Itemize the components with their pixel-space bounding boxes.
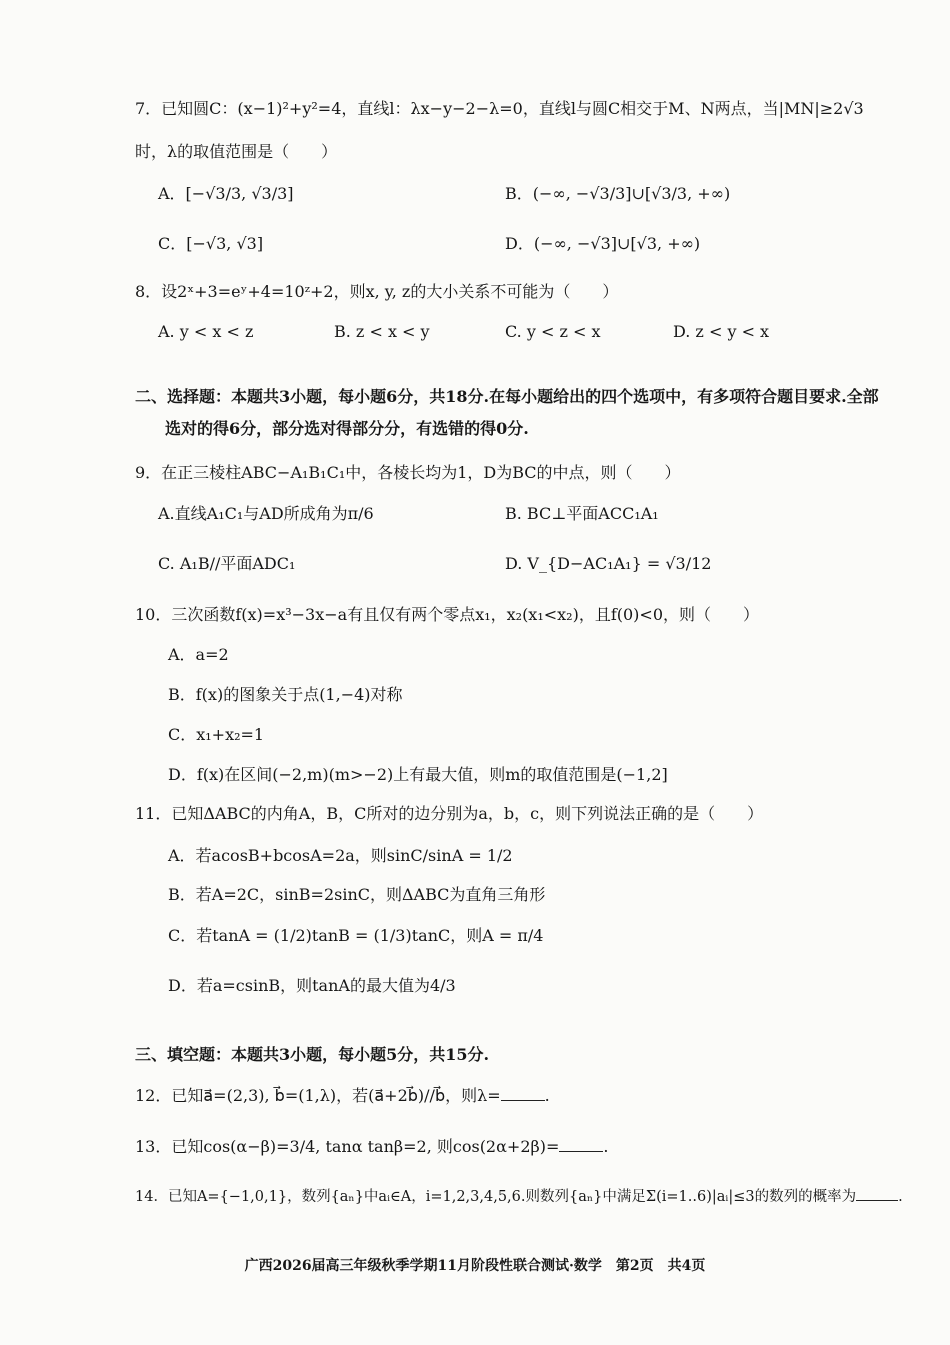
q8-stem: 8．设2ˣ+3=eʸ+4=10ᶻ+2，则x, y, z的大小关系不可能为（ ）	[135, 282, 619, 301]
q9-option-b: B. BC⊥平面ACC₁A₁	[505, 504, 659, 523]
q10-option-c: C．x₁+x₂=1	[168, 725, 265, 744]
q11-option-d: D．若a=csinB，则tanA的最大值为4/3	[168, 976, 456, 995]
q7-option-d: D．(−∞, −√3]∪[√3, +∞)	[505, 234, 701, 253]
q11-stem: 11．已知ΔABC的内角A，B，C所对的边分别为a，b，c，则下列说法正确的是（ ）	[135, 804, 764, 823]
q7-option-b: B．(−∞, −√3/3]∪[√3/3, +∞)	[505, 184, 731, 203]
q9-option-c: C. A₁B//平面ADC₁	[158, 554, 296, 573]
q7-stem-line1: 7．已知圆C：(x−1)²+y²=4，直线l：λx−y−2−λ=0，直线l与圆C相交于M、N两点，当|MN|≥2√3	[135, 99, 864, 118]
q8-option-c: C. y < z < x	[505, 322, 601, 341]
q14-answer-blank[interactable]	[856, 1186, 898, 1201]
q10-option-a: A．a=2	[168, 645, 229, 664]
q13-answer-blank[interactable]	[559, 1137, 603, 1152]
q10-stem: 10．三次函数f(x)=x³−3x−a有且仅有两个零点x₁，x₂(x₁<x₂)，且f(0)<0，则（ ）	[135, 605, 760, 624]
q8-option-b: B. z < x < y	[334, 322, 430, 341]
section2-heading: 二、选择题：本题共3小题，每小题6分，共18分.在每小题给出的四个选项中，有多项符合题目要求.全部	[135, 387, 879, 406]
page-footer: 广西2026届高三年级秋季学期11月阶段性联合测试·数学 第2页 共4页	[244, 1258, 706, 1274]
q13-stem: 13．已知cos(α−β)=3/4, tanα tanβ=2, 则cos(2α+2β)=	[135, 1137, 560, 1156]
q12-end: .	[544, 1086, 550, 1105]
q13-text	[135, 1136, 609, 1158]
q11-option-c: C．若tanA = (1/2)tanB = (1/3)tanC，则A = π/4	[168, 926, 544, 945]
q10-option-b: B．f(x)的图象关于点(1,−4)对称	[168, 685, 403, 704]
q9-option-a: A.直线A₁C₁与AD所成角为π/6	[158, 504, 374, 523]
q10-option-d: D．f(x)在区间(−2,m)(m>−2)上有最大值，则m的取值范围是(−1,2]	[168, 765, 668, 784]
section2-heading-cont: 选对的得6分，部分选对得部分分，有选错的得0分.	[165, 419, 529, 438]
q7-option-a: A．[−√3/3, √3/3]	[158, 184, 294, 203]
q14-stem: 14．已知A={−1,0,1}，数列{aₙ}中aᵢ∈A，i=1,2,3,4,5,6.则数列{aₙ}中满足Σ(i=1..6)|aᵢ|≤3的数列的概率为	[135, 1189, 857, 1205]
q14-end: .	[898, 1189, 903, 1205]
q14-text	[135, 1186, 903, 1208]
section3-heading: 三、填空题：本题共3小题，每小题5分，共15分.	[135, 1045, 490, 1064]
q9-option-d: D. V_{D−AC₁A₁} = √3/12	[505, 554, 712, 573]
q8-option-a: A. y < x < z	[158, 322, 254, 341]
q8-option-d: D. z < y < x	[673, 322, 770, 341]
q9-stem: 9．在正三棱柱ABC−A₁B₁C₁中，各棱长均为1，D为BC的中点，则（ ）	[135, 463, 681, 482]
q7-stem-line2: 时，λ的取值范围是（ ）	[135, 142, 338, 161]
q12-answer-blank[interactable]	[501, 1086, 545, 1101]
q12-stem: 12．已知a⃗=(2,3), b⃗=(1,λ)，若(a⃗+2b⃗)//b⃗，则λ=	[135, 1086, 501, 1105]
q12-text	[135, 1085, 550, 1107]
q13-end: .	[603, 1137, 609, 1156]
q11-option-b: B．若A=2C，sinB=2sinC，则ΔABC为直角三角形	[168, 885, 546, 904]
q7-option-c: C．[−√3, √3]	[158, 234, 264, 253]
q11-option-a: A．若acosB+bcosA=2a，则sinC/sinA = 1/2	[168, 846, 513, 865]
